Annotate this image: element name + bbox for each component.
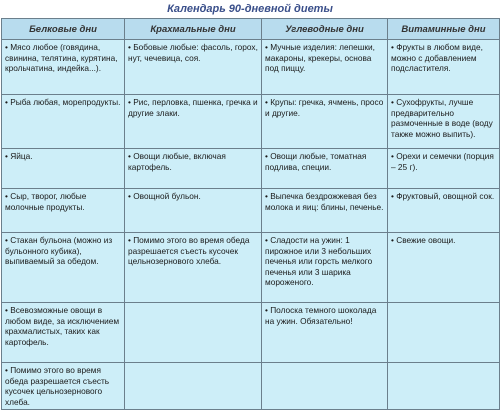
cell-text: • Сыр, творог, любые молочные продукты. [5, 191, 86, 212]
table-cell [2, 303, 125, 363]
header-starch-days: Крахмальные дни [125, 19, 262, 40]
table-cell [388, 233, 500, 303]
table-cell [2, 40, 125, 95]
table-cell [2, 149, 125, 189]
table-cell [388, 149, 500, 189]
cell-text: • Овощной бульон. [128, 191, 201, 201]
page-title: Календарь 90-дневной диеты [167, 3, 333, 15]
cell-text: • Бобовые любые: фасоль, горох, нут, чечевица, соя. [128, 42, 258, 63]
header-vitamin-days: Витаминные дни [388, 19, 500, 40]
diet-calendar-table [1, 18, 500, 410]
table-cell [262, 95, 388, 149]
header-carb-days: Углеводные дни [262, 19, 388, 40]
cell-text: • Всевозможные овощи в любом виде, за исключением крахмалистых, таких как картофель. [5, 305, 119, 347]
cell-text: • Полоска темного шоколада на ужин. Обязательно! [265, 305, 376, 326]
table-cell [388, 95, 500, 149]
cell-text: • Овощи любые, томатная подлива, специи. [265, 151, 366, 172]
table-cell-empty [262, 363, 388, 410]
table-row [2, 363, 500, 410]
table-header-row [2, 19, 500, 40]
table-cell [262, 233, 388, 303]
table-cell [2, 233, 125, 303]
cell-text: • Выпечка бездрожжевая без молока и яиц: блины, печенье. [265, 191, 383, 212]
table-cell [125, 149, 262, 189]
table-cell [125, 233, 262, 303]
table-row [2, 149, 500, 189]
cell-text: • Помимо этого во время обеда разрешается съесть кусочек цельнозернового хлеба. [128, 235, 249, 266]
cell-text: • Помимо этого во время обеда разрешается съесть кусочек цельнозернового хлеба. [5, 365, 109, 407]
cell-text: • Рис, перловка, пшенка, гречка и другие злаки. [128, 97, 258, 118]
table-row [2, 95, 500, 149]
header-protein-days: Белковые дни [2, 19, 125, 40]
table-cell-empty [388, 303, 500, 363]
cell-text: • Фрукты в любом виде, можно с добавлением подсластителя. [391, 42, 483, 73]
table-cell [2, 363, 125, 410]
cell-text: • Мясо любое (говядина, свинина, телятина, курятина, крольчатина, индейка...). [5, 42, 118, 73]
cell-text: • Рыба любая, морепродукты. [5, 97, 120, 107]
table-cell-empty [388, 363, 500, 410]
table-cell-empty [125, 363, 262, 410]
table-row [2, 40, 500, 95]
table-cell [125, 40, 262, 95]
table-row [2, 233, 500, 303]
table-cell [262, 189, 388, 233]
table-cell [2, 189, 125, 233]
table-cell [262, 149, 388, 189]
table-cell [262, 303, 388, 363]
cell-text: • Сладости на ужин: 1 пирожное или 3 небольших печенья или горсть мелкого печенья или 3 шарика мороженого. [265, 235, 372, 287]
table-row [2, 303, 500, 363]
table-cell [388, 40, 500, 95]
cell-text: • Свежие овощи. [391, 235, 455, 245]
cell-text: • Яйца. [5, 151, 33, 161]
table-cell [262, 40, 388, 95]
table-cell [125, 189, 262, 233]
table-cell [388, 189, 500, 233]
cell-text: • Фруктовый, овощной сок. [391, 191, 494, 201]
cell-text: • Мучные изделия: лепешки, макароны, крекеры, основа под пиццу. [265, 42, 375, 73]
cell-text: • Овощи любые, включая картофель. [128, 151, 226, 172]
table-cell [125, 95, 262, 149]
table-cell-empty [125, 303, 262, 363]
table-row [2, 189, 500, 233]
cell-text: • Крупы: гречка, ячмень, просо и другие. [265, 97, 383, 118]
cell-text: • Стакан бульона (можно из бульонного кубика), выпиваемый за обедом. [5, 235, 112, 266]
table-cell [2, 95, 125, 149]
cell-text: • Орехи и семечки (порция – 25 г). [391, 151, 494, 172]
cell-text: • Сухофрукты, лучше предварительно размоченные в воде (воду также можно выпить). [391, 97, 493, 139]
